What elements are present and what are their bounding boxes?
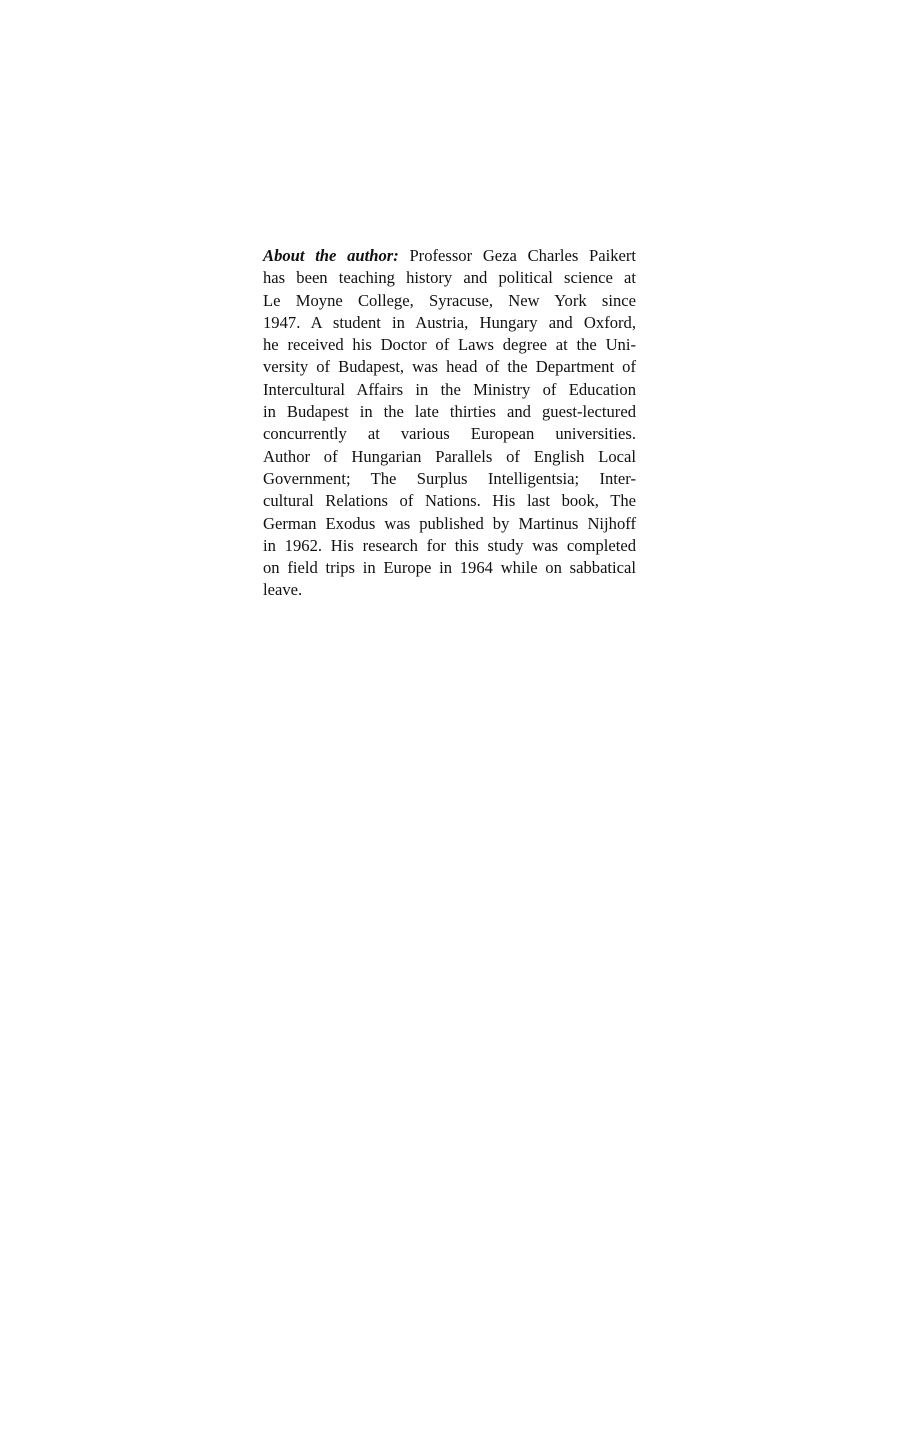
bio-line: concurrently at various European universities. bbox=[263, 424, 636, 444]
author-bio-paragraph bbox=[263, 245, 636, 602]
bio-line bbox=[263, 245, 636, 267]
bio-line: Author of Hungarian Parallels of English Local bbox=[263, 446, 636, 466]
bio-line: in 1962. His research for this study was completed bbox=[263, 535, 636, 555]
bio-lead-label: About the author: bbox=[263, 246, 399, 265]
bio-line: on field trips in Europe in 1964 while on sabbatical bbox=[263, 558, 636, 578]
bio-line: has been teaching history and political science at bbox=[263, 268, 636, 288]
bio-line: 1947. A student in Austria, Hungary and Oxford, bbox=[263, 312, 636, 332]
bio-line: cultural Relations of Nations. His last book, The bbox=[263, 491, 636, 511]
bio-line: leave. bbox=[263, 580, 303, 600]
bio-line: Le Moyne College, Syracuse, New York since bbox=[263, 290, 636, 310]
bio-line: in Budapest in the late thirties and guest-lectured bbox=[263, 402, 636, 422]
bio-line-text: Professor Geza Charles Paikert bbox=[409, 246, 636, 265]
bio-line: Government; The Surplus Intelligentsia; Inter- bbox=[263, 468, 636, 488]
bio-line: versity of Budapest, was head of the Department of bbox=[263, 357, 636, 377]
bio-line: he received his Doctor of Laws degree at the Uni- bbox=[263, 335, 636, 355]
bio-line: Intercultural Affairs in the Ministry of Education bbox=[263, 379, 636, 399]
bio-line: German Exodus was published by Martinus Nijhoff bbox=[263, 513, 636, 533]
